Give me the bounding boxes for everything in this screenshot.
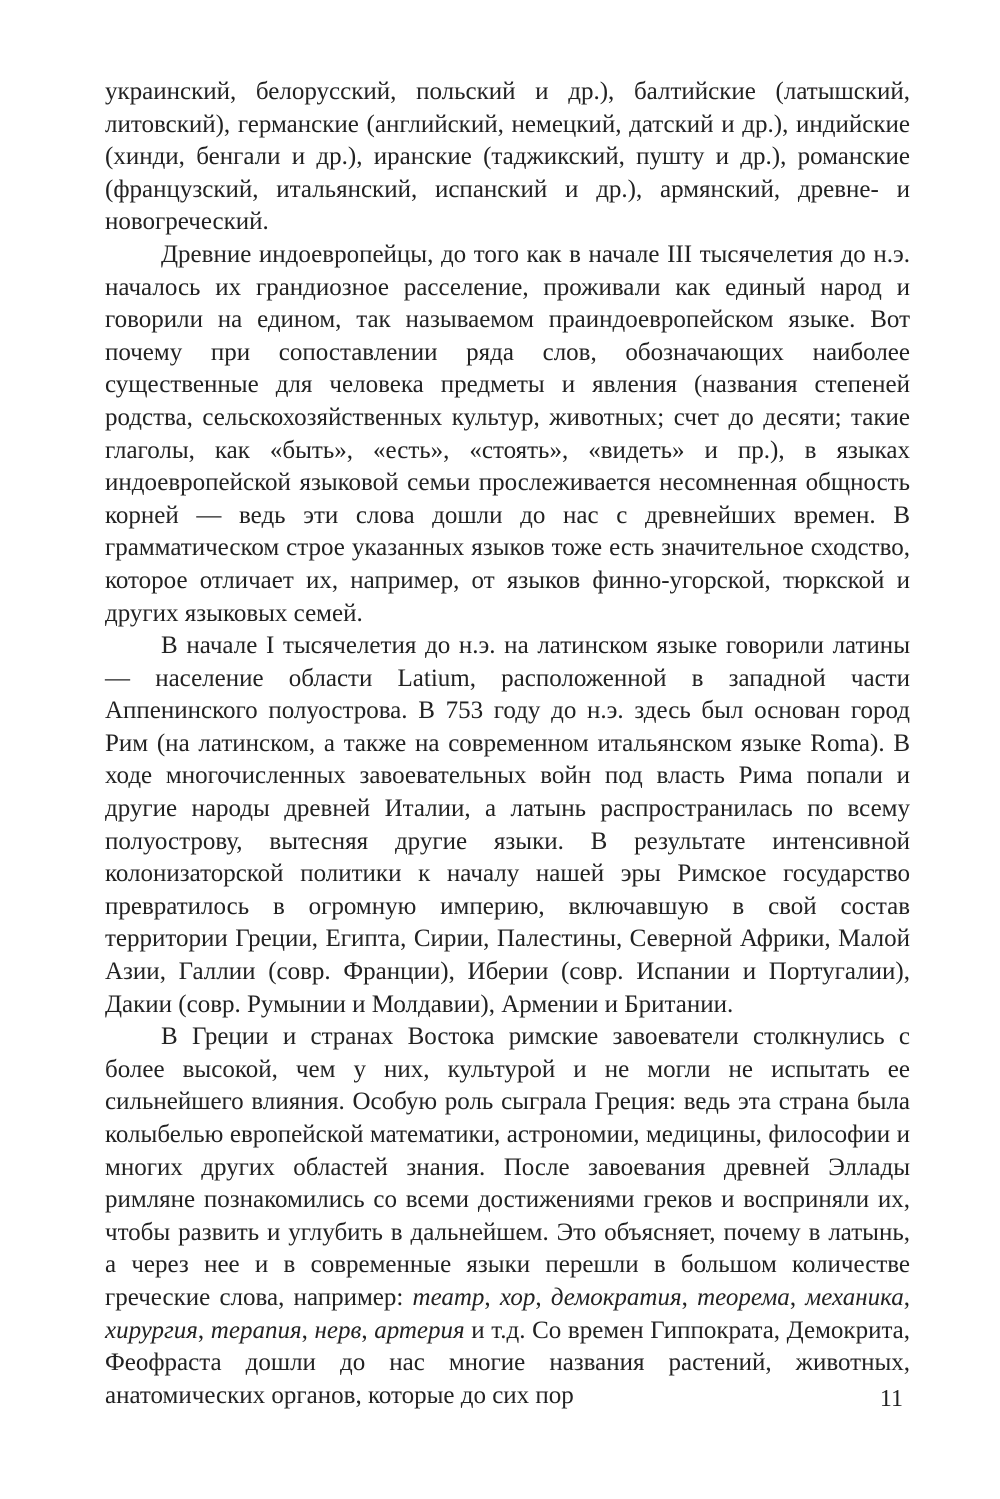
page-number: 11: [879, 1386, 903, 1412]
text-segment: ,: [789, 1283, 806, 1311]
paragraph-continuation: [105, 76, 910, 239]
italic-term: артерия: [374, 1316, 465, 1344]
italic-term: демократия: [550, 1283, 682, 1311]
text-segment: ,: [197, 1316, 211, 1344]
paragraph-greek-influence: [105, 1021, 910, 1412]
paragraph-latins: [105, 630, 910, 1021]
text-segment: Древние индоевропейцы, до того как в начале III тысячелетия до н.э. началось их грандиозное расселение, проживали как единый народ и говорили на едином, так называемом праиндоевропейском языке. Вот почему при сопоставлении ряда слов, обозначающих наиболее существенные для человека предметы и явления (названия степеней родства, сельскохозяйственных культур, животных; счет до десяти; такие глаголы, как «быть», «есть», «стоять», «видеть» и пр.), в языках индоевропейской языковой семьи прослеживается несомненная общность корней — ведь эти слова дошли до нас с древнейших времен. В грамматическом строе указанных языков тоже есть значительное сходство, которое отличает их, например, от языков финно-угорской, тюркской и других языковых семей.: [105, 240, 910, 627]
italic-term: хор: [499, 1283, 536, 1311]
paragraph-indo-europeans: [105, 239, 910, 630]
text-segment: В Греции и странах Востока римские завоеватели столкнулись с более высокой, чем у них, культурой и не могли не испытать ее сильнейшего влияния. Особую роль сыграла Греция: ведь эта страна была колыбелью европейской математики, астрономии, медицины, философии и многих других областей знания. После завоевания древней Эллады римляне познакомились со всеми достижениями греков и восприняли их, чтобы развить и углубить в дальнейшем. Это объясняет, почему в латынь, а через нее и в современные языки перешли в большом количестве греческие слова, например:: [105, 1023, 910, 1311]
text-segment: ,: [681, 1283, 698, 1311]
text-segment: украинский, белорусский, польский и др.), балтийские (латышский, литовский), германские (английский, немецкий, датский и др.), индийские (хинди, бенгали и др.), иранские (таджикский, пушту и др.), романские (французский, итальянский, испанский и др.), армянский, древне- и новогреческий.: [105, 78, 910, 236]
italic-term: механика: [805, 1283, 904, 1311]
text-segment: ,: [361, 1316, 375, 1344]
text-segment: ,: [484, 1283, 500, 1311]
text-segment: ,: [535, 1283, 551, 1311]
body-text: [105, 76, 910, 1412]
italic-term: теорема: [697, 1283, 790, 1311]
italic-term: терапия: [210, 1316, 302, 1344]
text-segment: ,: [301, 1316, 315, 1344]
text-segment: В начале I тысячелетия до н.э. на латинском языке говорили латины — население области Latium, расположенной в западной части Аппенинского полуострова. В 753 году до н.э. здесь был основан город Рим (на латинском, а также на современном итальянском языке Roma). В ходе многочисленных завоевательных войн под власть Рима попали и другие народы древней Италии, а латынь распространилась по всему полуострову, вытесняя другие языки. В результате интенсивной колонизаторской политики к началу нашей эры Римское государство превратилось в огромную империю, включавшую в свой состав территории Греции, Египта, Сирии, Палестины, Северной Африки, Малой Азии, Галлии (совр. Франции), Иберии (совр. Испании и Португалии), Дакии (совр. Румынии и Молдавии), Армении и Британии.: [105, 632, 910, 1018]
italic-term: нерв: [314, 1316, 362, 1344]
italic-term: театр: [412, 1283, 485, 1311]
text-segment: и т.д. Со времен Гиппократа, Демокрита, Феофраста дошли до нас многие названия растений, животных, анатомических органов, которые до сих пор: [105, 1316, 911, 1409]
italic-term: хирургия: [105, 1316, 198, 1344]
text-segment: ,: [903, 1283, 910, 1311]
